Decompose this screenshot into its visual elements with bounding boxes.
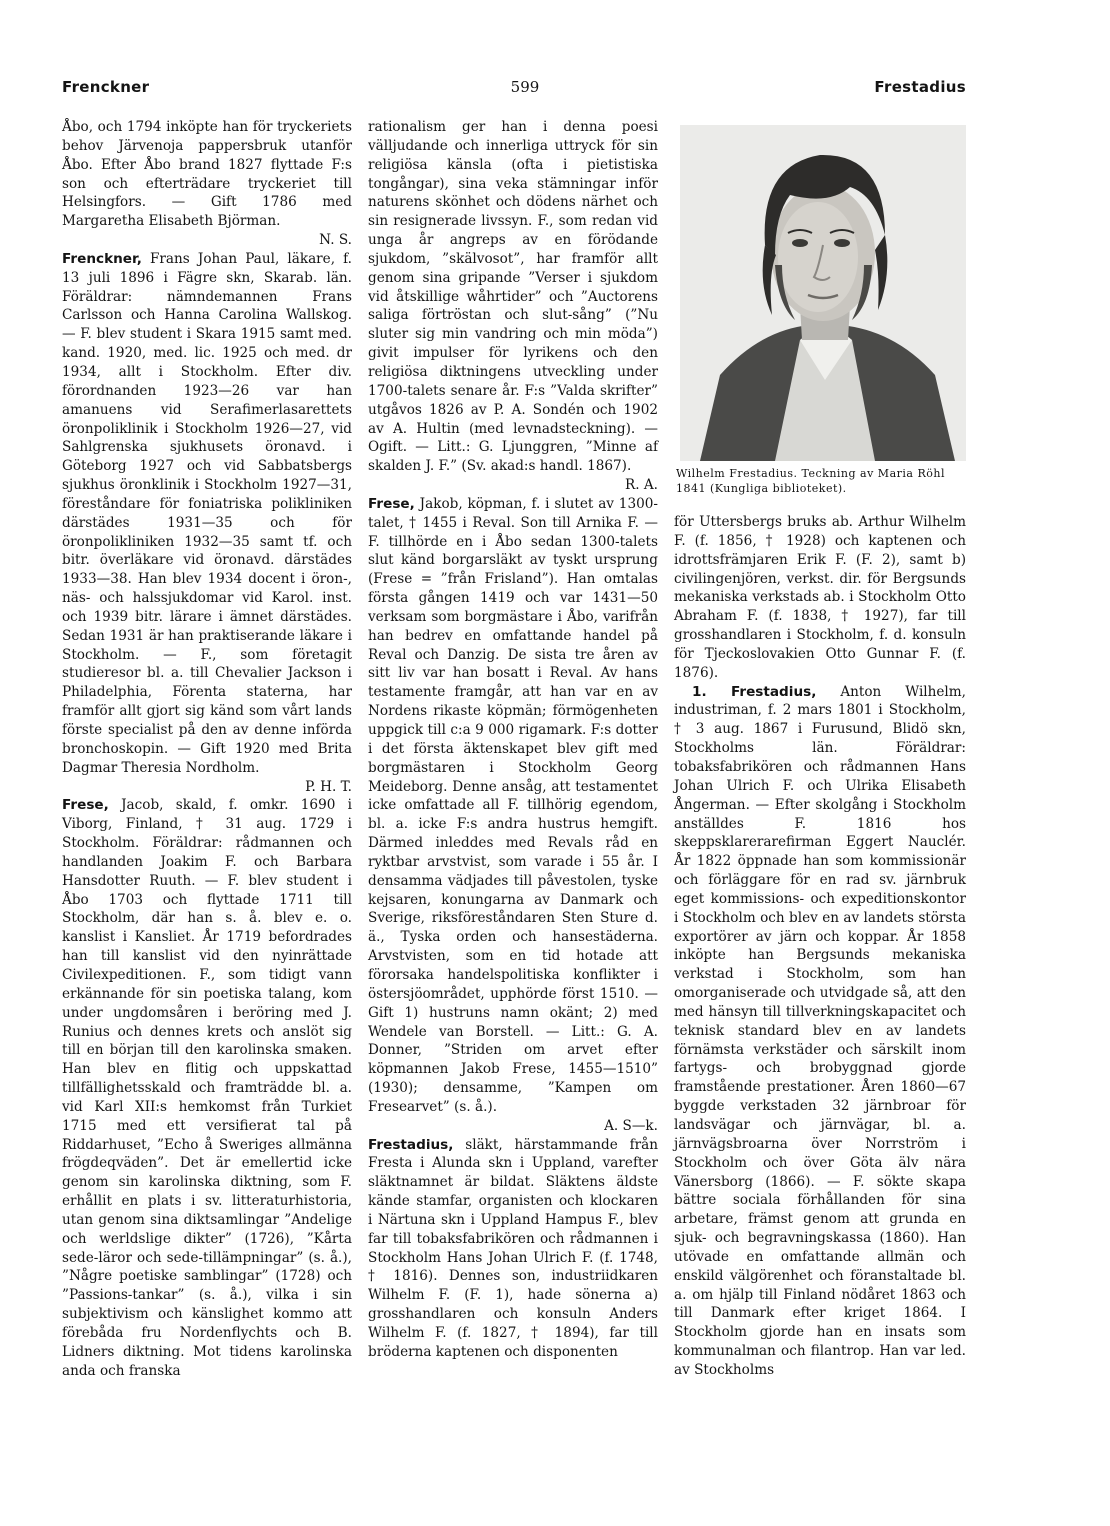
headword-frese-jakob: Frese, [368, 495, 415, 512]
figure-caption: Wilhelm Frestadius. Teckning av Maria Röhl 1841 (Kungliga biblioteket). [676, 467, 945, 495]
headword-frese-jacob: Frese, [62, 797, 109, 814]
headword-frestadius-anton-wilhelm: 1. Frestadius, [692, 683, 817, 700]
portrait-image [680, 125, 966, 461]
entry-text-frenckner-frans: Frans Johan Paul, läkare, f. 13 juli 1896 i Fägre skn, Skarab. län. Föräldrar: nämndemannen Frans Carlsson och Hanna Carolina Wallskog. — F. blev student i Skara 1915 samt med. kand. 1920, med. lic. 1925 och med. dr 1934, allt i Stockholm. Efter div. förordnanden 1923—26 var han amanuens vid Serafimerlasarettets öronpoliklinik i Stockholm 1926—27, vid Sahlgrenska sjukhusets öronavd. i Göteborg 1927 och vid Sabbatsbergs sjukhus öronklinik i Stockholm 1927—31, föreståndare för foniatriska polikliniken därstädes 1931—35 och för öronpolikliniken 1932—35 samt tf. och bitr. överläkare vid öronavd. därstädes 1933—38. Han blev 1934 docent i öron-, näs- och halssjukdomar vid Karol. inst. och 1939 bitr. lärare i ämnet därstädes. Sedan 1931 är han praktiserande läkare i Stockholm. — F., som företagit studieresor bl. a. till Chevalier Jackson i Philadelphia, Förenta staterna, har framför allt gjort sig känd som vårt lands förste specialist på den av denne införda bronchoskopin. — Gift 1920 med Brita Dagmar Theresia Nordholm. [62, 250, 352, 776]
author-signature: N. S. [319, 232, 352, 249]
running-head-left: Frenckner [62, 78, 150, 96]
author-signature: R. A. [624, 477, 658, 494]
column-3 [674, 513, 966, 1380]
entry-text-frese-jacob: Jacob, skald, f. omkr. 1690 i Viborg, Finland, † 31 aug. 1729 i Stockholm. Föräldrar: rådmannen och handlanden Joakim F. och Barbara Hansdotter Ruuth. — F. blev student i Åbo 1703 och flyttade 1711 till Stockholm, där han s. å. blev e. o. kanslist i Kansliet. År 1719 befordrades han till kanslist vid den nyinrättade Civilexpeditionen. F., som tidigt vann erkännande för sin poetiska talang, kom under ungdomsåren i beröring med J. Runius och dennes krets och anslöt sig till en början till den karolinska smaken. Han blev en flitig och uppskattad tillfällighetsskald och framträdde bl. a. vid Karl XII:s hemkomst från Turkiet 1715 med ett versifierat tal på Riddarhuset, ”Echo å Sweriges allmänna frögdeqväden”. Det är emellertid icke genom sin karolinska diktning, som F. erhållit en plats i sv. litteraturhistoria, utan genom sina diktsamlingar ”Andelige och werldslige dikter” (1726), ”Kårta sede-läror och sede-tillämpningar” (s. å.), ”Någre poetiske samblingar” (1728) och ”Passions-tankar” (s. å.), vilka i sin subjektivism och känslighet kommo att förebåda fru Nordenflychts och B. Lidners diktning. Mot tidens karolinska anda och franska [62, 797, 352, 1379]
entry-text-frestadius-family: släkt, härstammande från Fresta i Alunda skn i Uppland, varefter släktnamnet är bildat. Släktens äldste kände stamfar, organisten och klockaren i Närtuna skn i Uppland Hampus F., blev far till tobaksfabrikören och rådmannen i Stockholm Hans Johan Ulrich F. (f. 1748, † 1816). Dennes son, industriidkaren Wilhelm F. (F. 1), hade sönerna a) grosshandlaren och konsuln Anders Wilhelm F. (f. 1827, † 1894), far till bröderna kaptenen och disponenten [368, 1136, 658, 1360]
column-1 [62, 118, 352, 1381]
entry-text-frenckner-continued: Åbo, och 1794 inköpte han för tryckeriets behov Järvenoja pappersbruk utanför Åbo. Efter Åbo brand 1827 flyttade F:s son och efterträdare tryckeriet till Helsingfors. — Gift 1786 med Margaretha Elisabeth Björman. [62, 119, 352, 230]
running-head-right: Frestadius [874, 78, 966, 96]
entry-text-frese-jakob: Jakob, köpman, f. i slutet av 1300-talet, † 1455 i Reval. Son till Arnika F. — F. tillhörde en i Åbo sedan 1300-talets slut känd borgarsläkt av tyskt ursprung (Frese = ”från Frisland”). Han omtalas första gången 1419 och var 1431—50 verksam som borgmästare i Åbo, varifrån han bedrev en omfattande handel på Reval och Danzig. De sista tre åren av sitt liv var han bosatt i Reval. Av hans testamente framgår, att han var en av Nordens rikaste köpmän; förmögenheten uppgick till c:a 9 000 rigamark. F:s dotter i det första äktenskapet blev gift med borgmästaren i Stockholm Georg Meideborg. Denne ansåg, att testamentet icke omfattade all F. tillhörig egendom, bl. a. icke F:s andra hustrus hemgift. Därmed inleddes med Revals råd en ryktbar arvstvist, som varade i 55 år. I densamma vädjades till påvestolen, tyske kejsaren, konungarna av Danmark och Sverige, riksföreståndaren Sten Sture d. ä., Tyska orden och hansestäderna. Arvstvisten, som en tid hotade att förorsaka handelspolitiska konflikter i östersjöområdet, upphörde först 1510. — Gift 1) hustruns namn okänt; 2) med Wendele van Borstell. — Litt.: G. A. Donner, ”Striden om arvet efter köpmannen Jakob Frese, 1455—1510” (1930); densamme, ”Kampen om Fresearvet” (s. å.). [368, 495, 658, 1115]
entry-text-frestadius-family-continued: för Uttersbergs bruks ab. Arthur Wilhelm F. (f. 1856, † 1928) och kaptenen och idrottsfrämjaren Erik F. (F. 2), samt b) civilingenjören, verkst. dir. för Bergsunds mekaniska verkstads ab. i Stockholm Otto Abraham F. (f. 1838, † 1927), far till grosshandlaren i Stockholm, f. d. konsuln för Tjeckoslovakien Otto Gunnar F. (f. 1876). [674, 514, 966, 681]
author-signature: P. H. T. [305, 778, 352, 795]
portrait-drawing [680, 125, 966, 461]
page-number: 599 [510, 78, 540, 96]
author-signature: A. S—k. [604, 1117, 658, 1134]
column-2 [368, 118, 658, 1362]
entry-text-frese-jacob-continued: rationalism ger han i denna poesi välljudande och innerliga uttryck för sin religiösa känsla (ofta i pietistiska tongångar), sina veka stämningar inför naturens skönhet och dödens närhet och sin resignerade livssyn. F., som redan vid unga år angreps av en förödande sjukdom, ”skälvosot”, har framför allt genom sina gripande ”Verser i sjukdom vid åtskillige wåhrtider” och ”Auctorens saliga förtröstan och slut-sång” (”Nu sluter sig min vandring och min möda”) givit impulser för lyrikens och den religiösa diktningens utveckling under 1700-talets senare år. F:s ”Valda skrifter” utgåvos 1826 av P. A. Sondén och 1902 av A. Hultin (med levnadsteckning). — Ogift. — Litt.: G. Ljunggren, ”Minne af skalden J. F.” (Sv. akad:s handl. 1867). [368, 119, 658, 475]
headword-frenckner-frans: Frenckner, [62, 250, 142, 267]
headword-frestadius-family: Frestadius, [368, 1136, 454, 1153]
entry-text-frestadius-anton-wilhelm: Anton Wilhelm, industriman, f. 2 mars 1801 i Stockholm, † 3 aug. 1867 i Furusund, Blidö skn, Stockholms län. Föräldrar: tobaksfabrikören och rådmannen Hans Johan Ulrich F. och Ulrika Elisabeth Ångerman. — Efter skolgång i Stockholm anställdes F. 1816 hos skeppsklarerarefirman Eggert Nauclér. År 1822 öppnade han som kommissionär och förläggare för en rad sv. järnbruk eget kommissions- och expeditionskontor i Stockholm och blev en av landets största exportörer av järn och koppar. År 1858 inköpte han Bergsunds mekaniska verkstad i Stockholm, som han omorganiserade och utvidgade så, att den med hänsyn till tillverkningskapacitet och teknisk standard blev en av landets förnämsta verkstäder och särskilt inom fartygs- och brobyggnad gjorde framstående prestationer. Åren 1860—67 byggde verkstaden 32 järnbroar för landsvägar och järnvägar, bl. a. järnvägsbroarna över Norrström i Stockholm och över Göta älv nära Vänersborg (1866). — F. sökte skapa bättre sociala förhållanden för sina arbetare, främst genom att grunda en sjuk- och begravningskassa (1860). Han utövade en omfattande allmän och enskild välgörenhet och föranstaltade bl. a. om hjälp till Finland nödåret 1863 och till Danmark efter kriget 1864. I Stockholm gjorde han en insats som kommunalman och filantrop. Han var led. av Stockholms [674, 683, 966, 1378]
